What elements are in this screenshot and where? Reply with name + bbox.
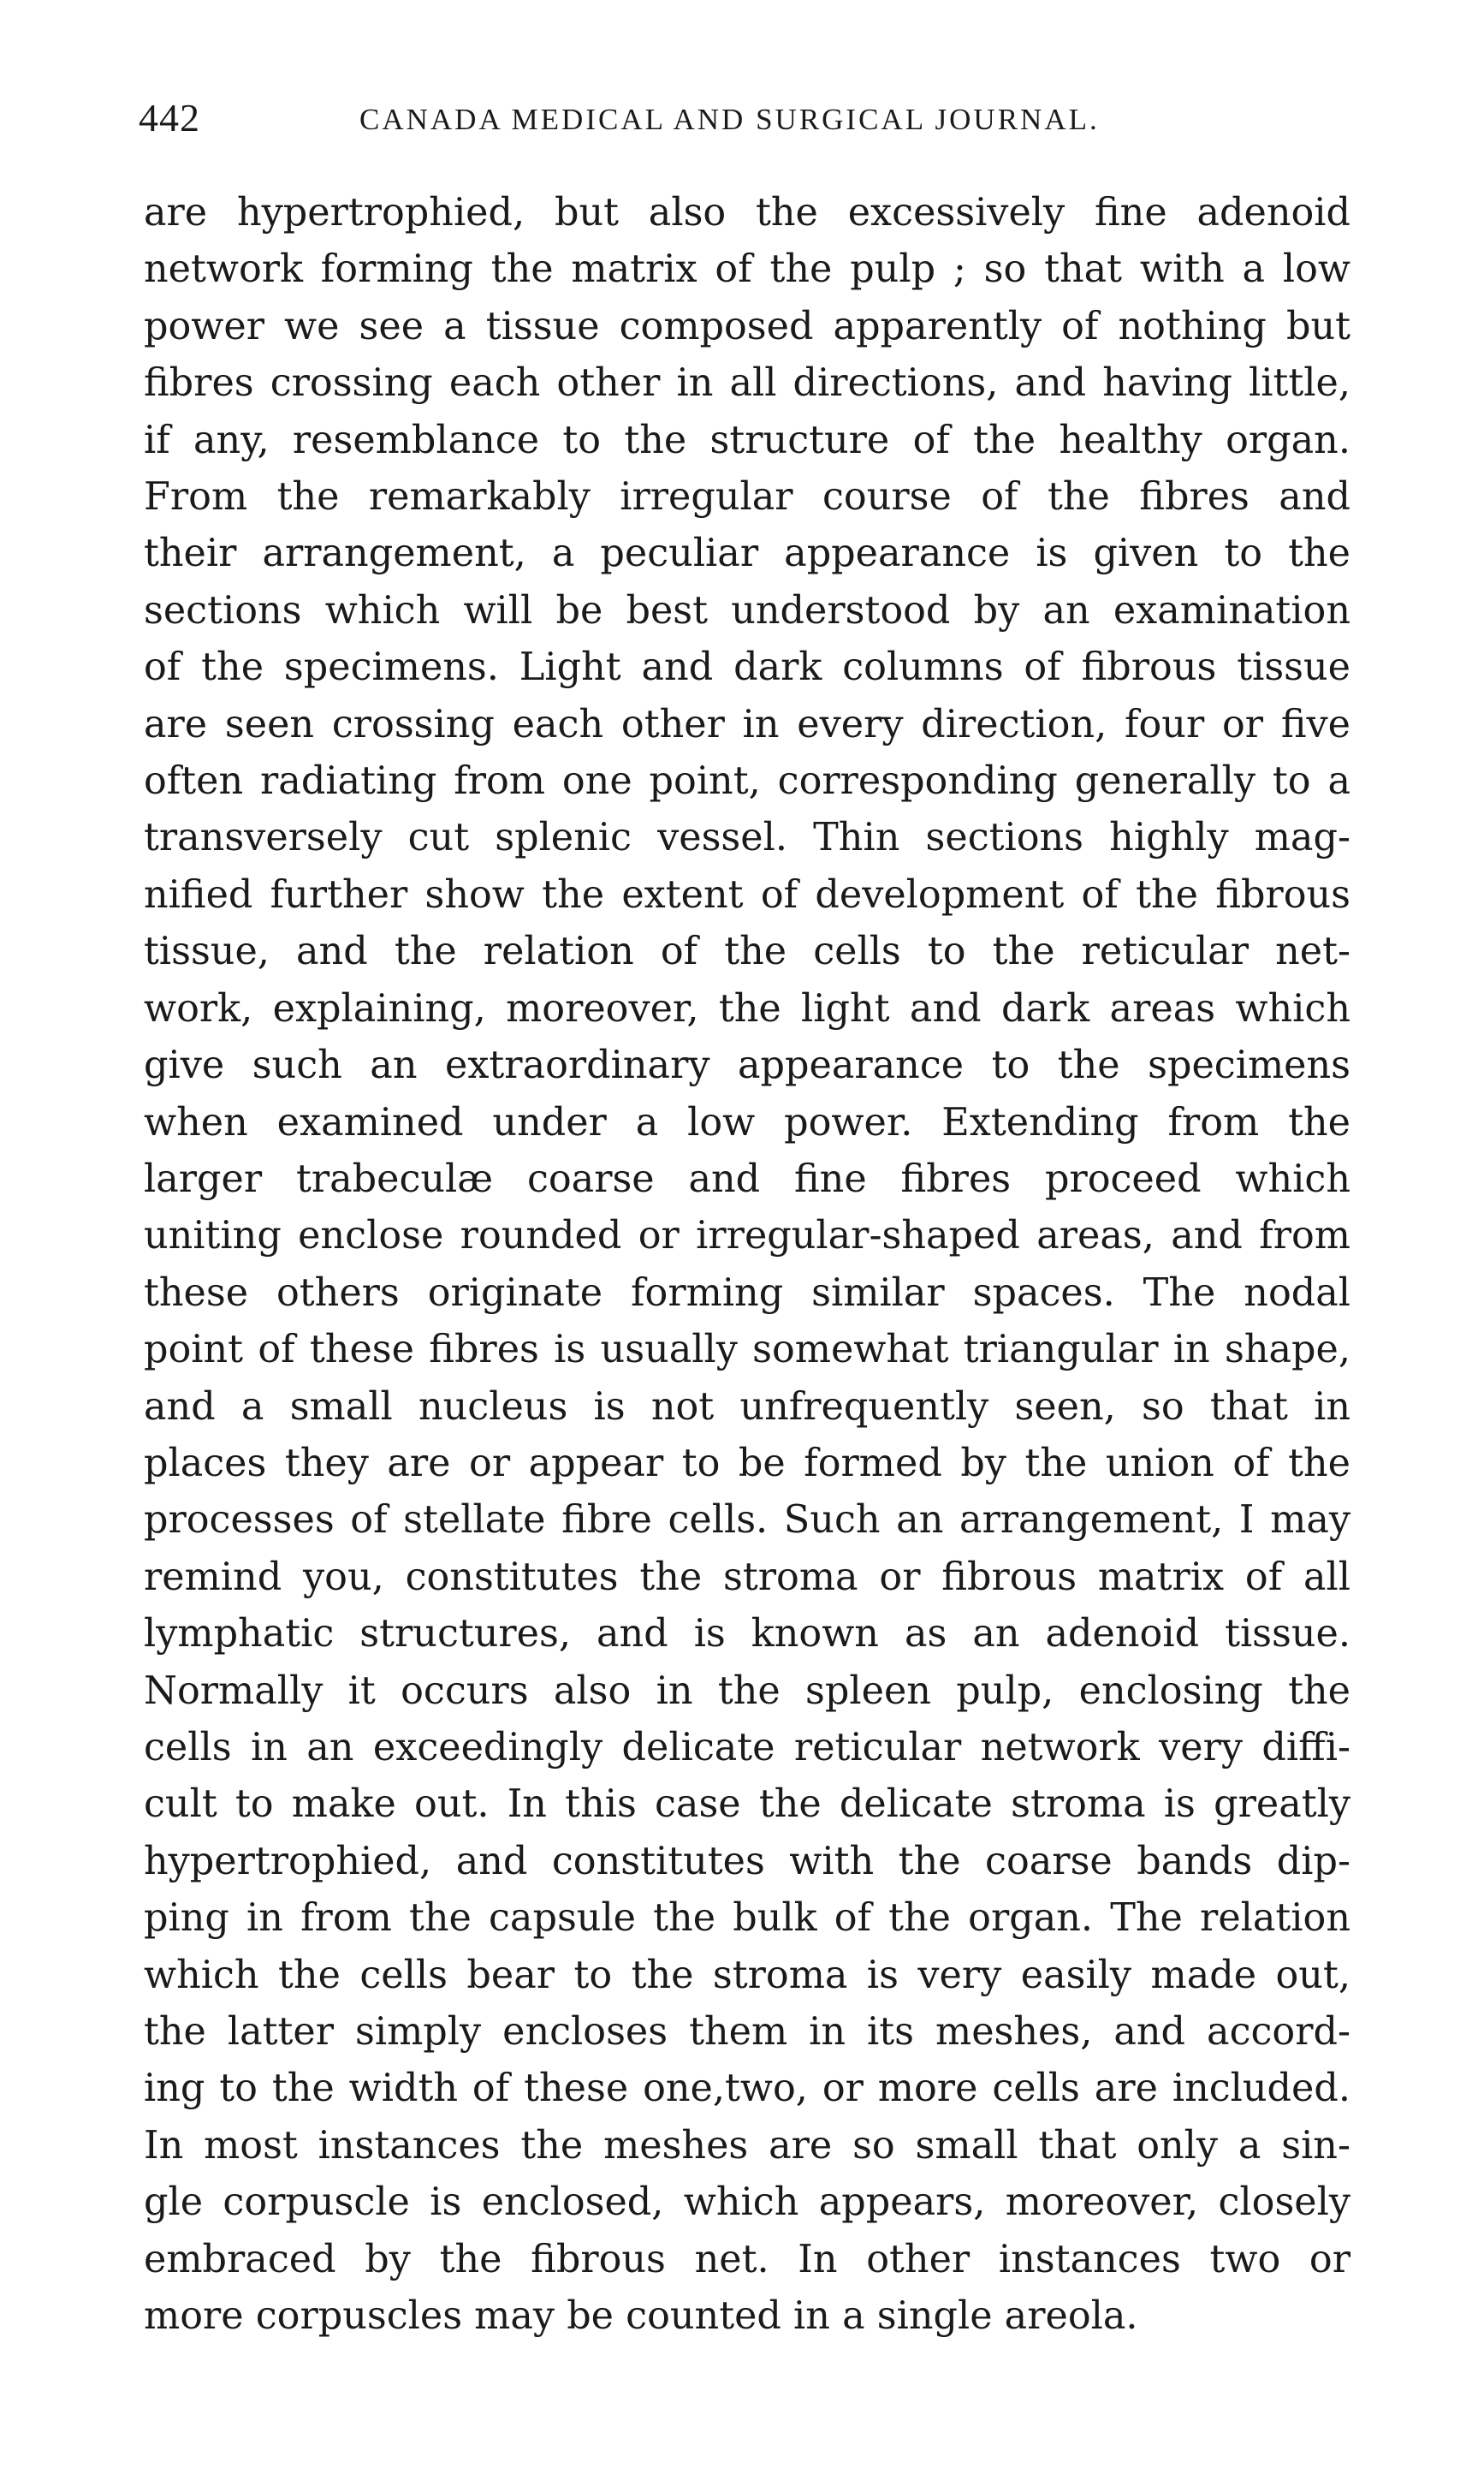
text-line: the latter simply encloses them in its meshes, and accord- xyxy=(144,2010,1350,2054)
text-line: which the cells bear to the stroma is very easily made out, xyxy=(144,1953,1350,1997)
text-line: more corpuscles may be counted in a single areola. xyxy=(144,2294,1138,2339)
text-line: remind you, constitutes the stroma or fibrous matrix of all xyxy=(144,1555,1350,1599)
text-line: From the remarkably irregular course of the fibres and xyxy=(144,475,1350,520)
text-line: uniting enclose rounded or irregular-shaped areas, and from xyxy=(144,1214,1350,1258)
text-line: point of these fibres is usually somewhat triangular in shape, xyxy=(144,1328,1350,1372)
text-line: when examined under a low power. Extending from the xyxy=(144,1100,1350,1145)
text-line: network forming the matrix of the pulp ; so that with a low xyxy=(144,247,1350,292)
text-line: hypertrophied, and constitutes with the coarse bands dip- xyxy=(144,1839,1350,1883)
body-text xyxy=(144,185,1350,2345)
text-line: give such an extraordinary appearance to the specimens xyxy=(144,1044,1350,1088)
text-line: and a small nucleus is not unfrequently seen, so that in xyxy=(144,1384,1350,1429)
text-line: ping in from the capsule the bulk of the organ. The relation xyxy=(144,1896,1350,1941)
text-line: nified further show the extent of development of the fibrous xyxy=(144,872,1350,917)
text-line: gle corpuscle is enclosed, which appears, moreover, closely xyxy=(144,2180,1350,2225)
text-line: are seen crossing each other in every direction, four or five xyxy=(144,702,1350,746)
page-number: 442 xyxy=(139,96,200,140)
text-line: sections which will be best understood by an examination xyxy=(144,588,1350,633)
text-line: places they are or appear to be formed by the union of the xyxy=(144,1441,1350,1485)
text-line: In most instances the meshes are so small that only a sin- xyxy=(144,2123,1350,2168)
text-line: if any, resemblance to the structure of the healthy organ. xyxy=(144,418,1350,462)
running-title: CANADA MEDICAL AND SURGICAL JOURNAL. xyxy=(359,103,1100,136)
text-line: transversely cut splenic vessel. Thin sections highly mag- xyxy=(144,816,1350,860)
text-line: work, explaining, moreover, the light and dark areas which xyxy=(144,986,1350,1031)
text-line: cells in an exceedingly delicate reticular network very diffi- xyxy=(144,1725,1350,1769)
text-line: their arrangement, a peculiar appearance is given to the xyxy=(144,532,1350,576)
text-line: fibres crossing each other in all directions, and having little, xyxy=(144,361,1350,406)
text-line: Normally it occurs also in the spleen pulp, enclosing the xyxy=(144,1668,1350,1713)
text-line: cult to make out. In this case the delicate stroma is greatly xyxy=(144,1782,1350,1827)
text-line: ing to the width of these one,two, or more cells are included. xyxy=(144,2067,1350,2111)
text-line: are hypertrophied, but also the excessively fine adenoid xyxy=(144,191,1350,235)
text-line: power we see a tissue composed apparently of nothing but xyxy=(144,304,1350,348)
page-header xyxy=(128,92,1369,144)
text-line: tissue, and the relation of the cells to the reticular net- xyxy=(144,930,1350,974)
text-line: of the specimens. Light and dark columns of fibrous tissue xyxy=(144,645,1350,690)
text-line: lymphatic structures, and is known as an adenoid tissue. xyxy=(144,1612,1350,1656)
text-line: these others originate forming similar spaces. The nodal xyxy=(144,1270,1350,1315)
text-line: processes of stellate fibre cells. Such an arrangement, I may xyxy=(144,1498,1350,1543)
text-line: often radiating from one point, corresponding generally to a xyxy=(144,759,1350,804)
text-line: larger trabeculæ coarse and fine fibres proceed which xyxy=(144,1157,1350,1201)
text-line: embraced by the fibrous net. In other instances two or xyxy=(144,2237,1350,2281)
